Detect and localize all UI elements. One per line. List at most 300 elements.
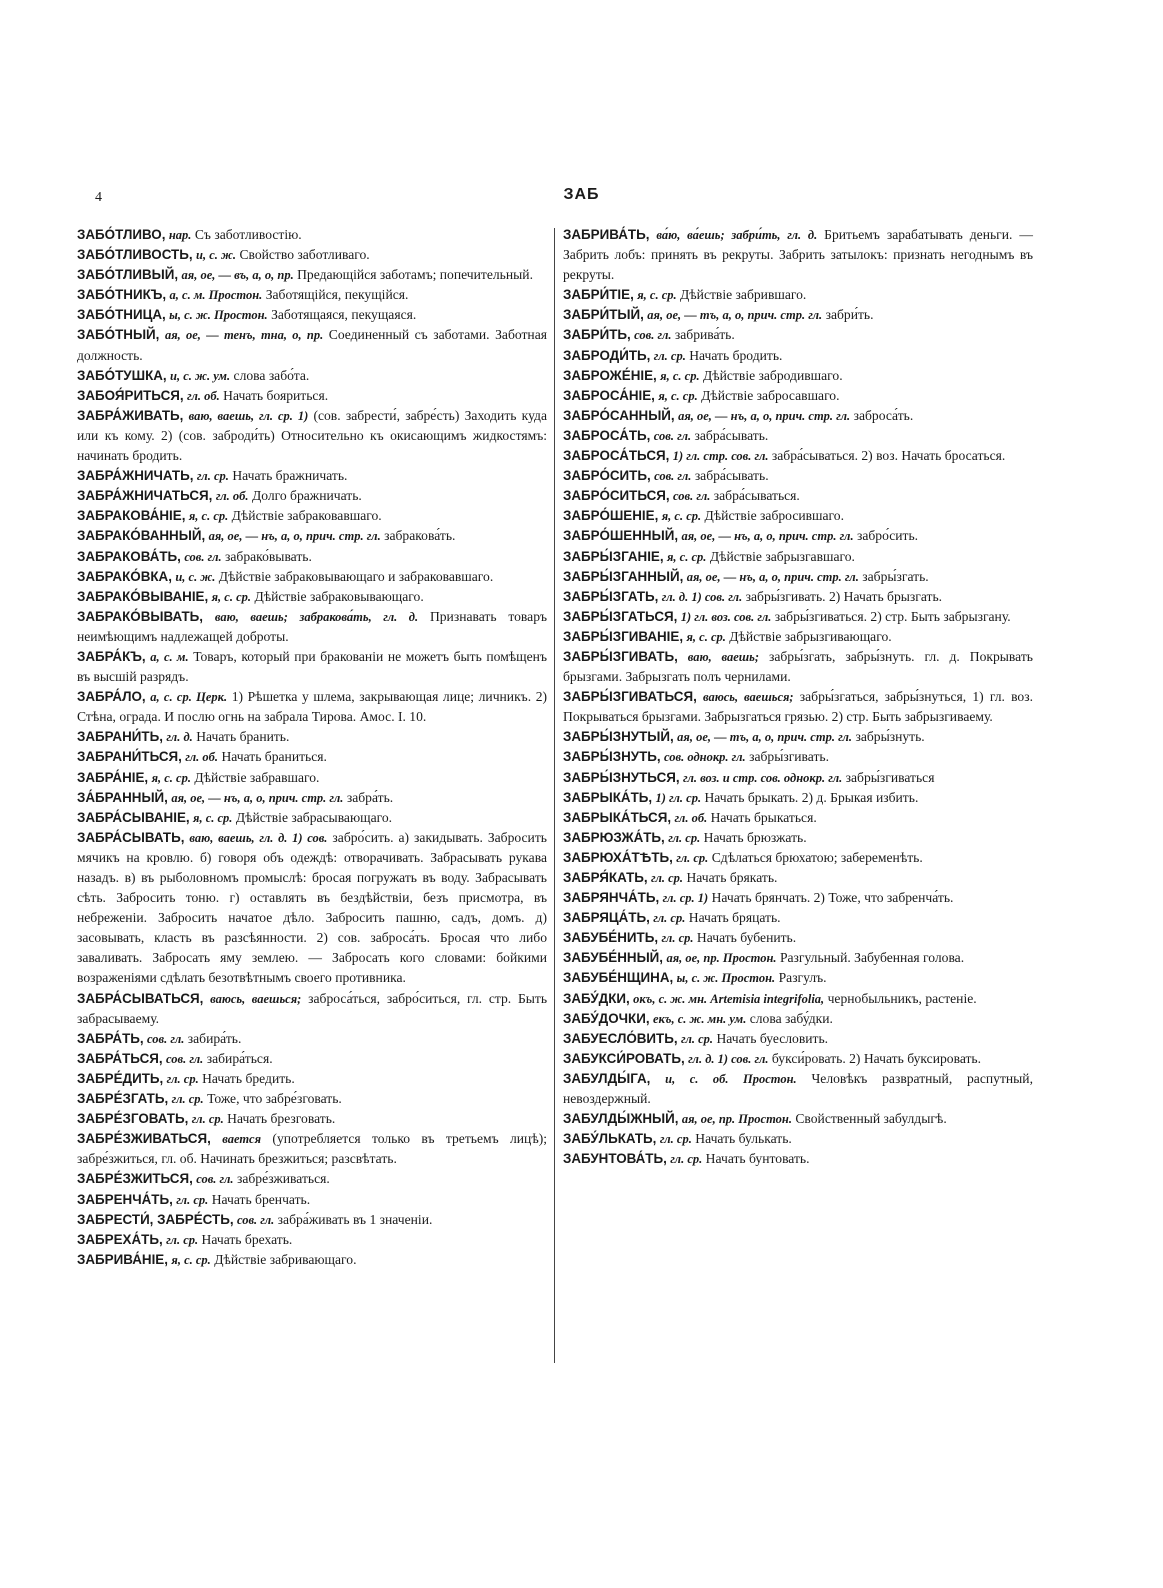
- entry-grammar: гл. об.: [674, 810, 708, 825]
- entry-definition: Начать брезговать.: [227, 1111, 336, 1127]
- entry-headword: ЗАБРЫКА́ТЬ,: [563, 789, 653, 805]
- entry-grammar: ая, ое, — тъ, а, о, прич. стр. гл.: [677, 730, 853, 745]
- entry-headword: ЗАБУБЕ́НЩИНА,: [563, 970, 674, 986]
- entry-headword: ЗАБРА́ТЬ,: [77, 1030, 144, 1046]
- entry-definition: Заботящаяся, пекущаяся.: [271, 307, 417, 323]
- entry-definition: Начать брыкаться.: [710, 809, 817, 825]
- entry-definition: забра́сываться. 2) воз. Начать бросаться.: [771, 448, 1006, 464]
- entry-headword: ЗАБО́ТНЫЙ,: [77, 327, 160, 343]
- dictionary-entry: [563, 928, 1033, 948]
- entry-definition: забро́сить. а) закидывать. Забросить мячикъ на кровлю. б) говоря объ одеждѣ: отворачивать. Забрасывать рукава назадъ. в) въ рыболовномъ промыслѣ: бросая погружать въ воду. Забрасывать сѣть. Забросить тоню. г) оставлять въ бездѣйствіи, безъ присмотра, въ небреженіи. Забросить начатое дѣло. Забросить пашню, садъ, домъ. д) засовывать, класть въ разсѣянности. 2) сов. заброса́ть. Бросая что либо заваливать. Забросать яму землею. — Забросать кого словами: бойкими возраженіями сдѣлать безотвѣтнымъ своего противника.: [77, 829, 547, 986]
- entry-headword: ЗАБРЯЦА́ТЬ,: [563, 910, 650, 926]
- entry-headword: ЗАБУ́ЛЬКАТЬ,: [563, 1131, 657, 1147]
- entry-headword: ЗАБУНТОВА́ТЬ,: [563, 1151, 667, 1167]
- dictionary-entry: [563, 1029, 1033, 1049]
- dictionary-entry: [77, 727, 547, 747]
- entry-headword: ЗАБРОСА́ТЬСЯ,: [563, 448, 670, 464]
- entry-headword: ЗАБО́ТНИКЪ,: [77, 287, 167, 303]
- dictionary-entry: [77, 466, 547, 486]
- entry-definition: Дѣйствіе забродившаго.: [703, 367, 843, 383]
- entry-grammar: ваю, ваешь;: [687, 649, 760, 664]
- dictionary-entry: [563, 1009, 1033, 1029]
- entry-definition: Свойственный забулдыгѣ.: [795, 1111, 947, 1127]
- dictionary-entry: [563, 647, 1033, 687]
- entry-headword: ЗАБРА́НІЕ,: [77, 769, 149, 785]
- entry-headword: ЗАБРАКО́ВЫВАТЬ,: [77, 608, 204, 624]
- dictionary-entry: [77, 526, 547, 546]
- entry-grammar: гл. ср.: [196, 469, 229, 484]
- entry-grammar: сов. гл.: [653, 428, 692, 443]
- entry-definition: Начать бубенить.: [696, 930, 797, 946]
- entry-headword: ЗАБУКСИ́РОВАТЬ,: [563, 1050, 685, 1066]
- entry-grammar: ваю, ваешь, гл. д. 1) сов.: [189, 830, 328, 845]
- entry-grammar: гл. ср.: [668, 830, 701, 845]
- entry-definition: Дѣйствіе забрызгавшаго.: [709, 548, 855, 564]
- dictionary-entry: [563, 888, 1033, 908]
- entry-grammar: ваюсь, ваешься;: [703, 690, 794, 705]
- entry-definition: забира́ть.: [187, 1030, 242, 1046]
- entry-definition: Начать бояриться.: [223, 387, 329, 403]
- dictionary-entry: [563, 727, 1033, 747]
- entry-grammar: гл. об.: [187, 388, 220, 403]
- entry-definition: забро́сить.: [856, 528, 919, 544]
- entry-grammar: гл. д. 1) сов. гл.: [688, 1051, 769, 1066]
- entry-headword: ЗАБРА́ЛО,: [77, 689, 146, 705]
- dictionary-entry: [563, 305, 1033, 325]
- entry-definition: Дѣйствіе забрасывающаго.: [235, 809, 393, 825]
- entry-headword: ЗАБРАНИ́ТЬСЯ,: [77, 749, 182, 765]
- entry-definition: забры́згиваться: [845, 769, 935, 785]
- dictionary-entry: [563, 968, 1033, 988]
- dictionary-entry: [77, 245, 547, 265]
- entry-grammar: а, с. м.: [150, 649, 189, 664]
- dictionary-entry: [563, 948, 1033, 968]
- entry-definition: Признавать товаръ неимѣющимъ надлежащей доброты.: [77, 608, 548, 644]
- dictionary-entry: [77, 1250, 547, 1270]
- entry-definition: Бритьемъ зарабатывать деньги. — Забрить лобъ: принять въ рекруты. Забрить затылокъ: признать негоднымъ въ рекруты.: [563, 227, 1033, 283]
- dictionary-entry: [563, 768, 1033, 788]
- dictionary-entry: [77, 506, 547, 526]
- dictionary-entry: [77, 305, 547, 325]
- dictionary-entry: [77, 325, 547, 365]
- entry-headword: ЗАБРОСА́ТЬ,: [563, 427, 651, 443]
- entry-grammar: сов. гл.: [654, 469, 692, 484]
- dictionary-entry: [563, 808, 1033, 828]
- dictionary-entry: [77, 687, 547, 727]
- dictionary-entry: [77, 1069, 547, 1089]
- entry-grammar: я, с. ср.: [193, 810, 233, 825]
- entry-definition: Начать буесловить.: [716, 1030, 829, 1046]
- dictionary-entry: [77, 1210, 547, 1230]
- dictionary-entry: [77, 1109, 547, 1129]
- entry-headword: ЗАБРА́СЫВАНІЕ,: [77, 809, 190, 825]
- entry-grammar: и, с. ж.: [175, 569, 216, 584]
- entry-grammar: сов. гл.: [634, 328, 672, 343]
- dictionary-entry: [563, 285, 1033, 305]
- dictionary-entry: [563, 506, 1033, 526]
- entry-headword: ЗАБРЫ́ЗГАННЫЙ,: [563, 568, 684, 584]
- entry-grammar: нар.: [168, 228, 192, 242]
- entry-headword: ЗАБРА́ЖИВАТЬ,: [77, 407, 184, 423]
- dictionary-entry: [563, 848, 1033, 868]
- entry-definition: Дѣйствіе забросавшаго.: [701, 387, 840, 403]
- entry-grammar: ая, ое, — тъ, а, о, прич. стр. гл.: [647, 308, 823, 323]
- entry-headword: ЗАБУЕСЛО́ВИТЬ,: [563, 1030, 678, 1046]
- dictionary-entry: [563, 325, 1033, 345]
- entry-definition: Дѣйствіе забросившаго.: [704, 508, 844, 524]
- entry-definition: букси́ровать. 2) Начать буксировать.: [771, 1050, 982, 1066]
- entry-headword: ЗАБРАНИ́ТЬ,: [77, 729, 163, 745]
- entry-grammar: вается: [222, 1132, 262, 1147]
- entry-grammar: а, с. ср. Церк.: [150, 690, 228, 705]
- entry-grammar: гл. об.: [185, 750, 219, 765]
- entry-grammar: ваю, ваешь; забракова́ть, гл. д.: [214, 609, 419, 624]
- entry-definition: чернобыльникъ, растеніе.: [827, 990, 977, 1006]
- entry-grammar: ая, ое, — нъ, а, о, прич. стр. гл.: [678, 408, 851, 423]
- entry-definition: Дѣйствіе забравшаго.: [194, 769, 320, 785]
- entry-definition: Дѣйствіе забраковывающаго и забраковавшаго.: [218, 568, 494, 584]
- entry-grammar: ваю, ваешь, гл. ср. 1): [188, 408, 309, 423]
- dictionary-entry: [563, 1049, 1033, 1069]
- entry-grammar: ая, ое, — нъ, а, о, прич. стр. гл.: [686, 569, 859, 584]
- entry-grammar: я, с. ср.: [686, 629, 726, 644]
- entry-definition: Разгулъ.: [778, 970, 827, 986]
- entry-definition: забры́згаться, забры́знуться, 1) гл. воз. Покрываться брызгами. Забрызгаться грязью. 2) стр. Быть забрызгиваему.: [563, 689, 1033, 725]
- entry-grammar: я, с. ср.: [661, 509, 702, 524]
- entry-definition: забира́ться.: [206, 1050, 273, 1066]
- entry-grammar: гл. ср.: [651, 871, 684, 885]
- entry-grammar: и, с. ж. ум.: [170, 368, 231, 383]
- dictionary-entry: [563, 788, 1033, 808]
- entry-headword: ЗАБРИ́ТЫЙ,: [563, 307, 644, 323]
- entry-headword: ЗАБРЮХА́ТѢТЬ,: [563, 849, 673, 865]
- entry-grammar: гл. воз. и стр. сов. однокр. гл.: [683, 770, 843, 785]
- column-divider: [554, 228, 555, 1363]
- dictionary-entry: [563, 747, 1033, 767]
- entry-grammar: сов. гл.: [147, 1031, 185, 1046]
- entry-headword: ЗАБРИ́ТЬ,: [563, 327, 631, 343]
- entry-headword: ЗАБОЯ́РИТЬСЯ,: [77, 387, 184, 403]
- entry-definition: Соединенный съ заботами. Заботная должность.: [77, 327, 547, 363]
- entry-definition: Начать брянчать. 2) Тоже, что забренча́ть.: [711, 890, 954, 906]
- entry-definition: забрако́вывать.: [225, 548, 312, 564]
- entry-headword: ЗАБРО́ШЕНІЕ,: [563, 508, 659, 524]
- entry-headword: ЗАБРОСА́НІЕ,: [563, 387, 655, 403]
- entry-headword: ЗАБО́ТУШКА,: [77, 367, 167, 383]
- entry-headword: ЗАБРА́СЫВАТЬ,: [77, 829, 185, 845]
- entry-grammar: ва́ю, ва́ешь; забри́ть, гл. д.: [656, 228, 818, 242]
- entry-grammar: а, с. м. Простон.: [169, 288, 263, 303]
- dictionary-entry: [77, 587, 547, 607]
- entry-grammar: гл. ср.: [661, 931, 694, 946]
- entry-definition: слова забо́та.: [233, 367, 310, 383]
- entry-definition: забракова́ть.: [384, 528, 456, 544]
- dictionary-entry: [563, 386, 1033, 406]
- entry-headword: ЗАБРАКО́ВКА,: [77, 568, 172, 584]
- entry-definition: Заботящійся, пекущійся.: [265, 287, 409, 303]
- entry-grammar: я, с. ср.: [658, 388, 698, 403]
- dictionary-entry: [563, 346, 1033, 366]
- dictionary-entry: [563, 466, 1033, 486]
- entry-grammar: гл. об.: [215, 489, 249, 504]
- entry-definition: забра́сывать.: [694, 468, 769, 484]
- entry-grammar: ая, ое, — нъ, а, о, прич. стр. гл.: [208, 529, 381, 544]
- entry-definition: Начать булькать.: [695, 1131, 792, 1147]
- dictionary-entry: [77, 828, 547, 989]
- entry-headword: ЗАБРЯНЧА́ТЬ,: [563, 890, 660, 906]
- dictionary-entry: [563, 426, 1033, 446]
- entry-headword: ЗАБРА́ТЬСЯ,: [77, 1050, 163, 1066]
- dictionary-entry: [563, 687, 1033, 727]
- dictionary-entry: [77, 1169, 547, 1189]
- entry-headword: ЗАБРЫКА́ТЬСЯ,: [563, 809, 672, 825]
- entry-headword: ЗАБРАКОВА́ТЬ,: [77, 548, 181, 564]
- entry-grammar: гл. ср.: [681, 1031, 714, 1046]
- entry-headword: ЗАБО́ТНИЦА,: [77, 307, 166, 323]
- entry-definition: забра́сываться.: [713, 488, 800, 504]
- entry-definition: Товаръ, который при бракованіи не можетъ быть помѣщенъ въ высшій разрядъ.: [77, 648, 547, 685]
- dictionary-entry: [77, 225, 547, 245]
- entry-grammar: ая, ое, — нъ, а, о, прич. стр. гл.: [681, 529, 854, 544]
- entry-headword: ЗАБРИ́ТІЕ,: [563, 287, 634, 303]
- dictionary-entry: [77, 808, 547, 828]
- right-column: [563, 225, 1033, 1169]
- entry-definition: забры́згивать.: [749, 749, 830, 765]
- entry-headword: ЗАБРАКО́ВАННЫЙ,: [77, 528, 206, 544]
- entry-grammar: сов. гл.: [236, 1212, 275, 1227]
- entry-headword: ЗАБУБЕ́ННЫЙ,: [563, 950, 664, 966]
- entry-grammar: ая, ое, пр. Простон.: [666, 951, 777, 966]
- entry-grammar: гл. д. 1) сов. гл.: [661, 589, 743, 604]
- entry-definition: Начать бродить.: [689, 347, 783, 363]
- entry-headword: ЗАБРОДИ́ТЬ,: [563, 347, 651, 363]
- entry-definition: забры́згать, забры́знуть. гл. д. Покрывать брызгами. Забрызгать полъ чернилами.: [563, 648, 1033, 685]
- entry-definition: Начать бунтовать.: [705, 1151, 810, 1167]
- entry-definition: Начать бражничать.: [232, 468, 348, 484]
- dictionary-entry: [77, 768, 547, 788]
- entry-definition: Предающійся заботамъ; попечительный.: [297, 267, 533, 283]
- entry-grammar: гл. ср. 1): [662, 891, 709, 906]
- entry-headword: ЗАБРЫ́ЗГАНІЕ,: [563, 548, 664, 564]
- left-column: [77, 225, 547, 1270]
- entry-headword: ЗАБУЛДЫ́ЖНЫЙ,: [563, 1111, 679, 1127]
- entry-grammar: сов. однокр. гл.: [664, 750, 746, 765]
- dictionary-entry: [563, 828, 1033, 848]
- dictionary-entry: [77, 1129, 547, 1169]
- entry-headword: ЗАБО́ТЛИВО,: [77, 227, 166, 242]
- entry-definition: (сов. забрести́, забре́сть) Заходить куда или къ кому. 2) (сов. заброди́ть) Относительно къ окисающимъ жидкостямъ: начинать бродить.: [77, 407, 547, 464]
- dictionary-entry: [563, 607, 1033, 627]
- entry-headword: ЗАБРЫ́ЗГАТЬ,: [563, 588, 659, 604]
- entry-definition: Начать браниться.: [221, 749, 327, 765]
- entry-definition: Съ заботливостію.: [194, 227, 302, 242]
- entry-definition: Сдѣлаться брюхатою; забеременѣть.: [711, 849, 923, 865]
- entry-definition: Начать брыкать. 2) д. Брыкая избить.: [704, 789, 919, 805]
- entry-headword: ЗАБРЕХА́ТЬ,: [77, 1231, 163, 1247]
- entry-definition: Дѣйствіе забраковавшаго.: [231, 508, 382, 524]
- dictionary-entry: [563, 406, 1033, 426]
- dictionary-entry: [563, 567, 1033, 587]
- dictionary-entry: [77, 386, 547, 406]
- entry-headword: ЗАБРЫ́ЗГИВАТЬСЯ,: [563, 689, 697, 705]
- entry-headword: ЗАБРЫ́ЗНУТЫЙ,: [563, 729, 674, 745]
- entry-headword: ЗАБУЛДЫ́ГА,: [563, 1070, 651, 1086]
- entry-definition: Человѣкъ развратный, распутный, невоздержный.: [563, 1070, 1033, 1107]
- entry-headword: ЗАБО́ТЛИВОСТЬ,: [77, 247, 193, 263]
- entry-definition: забры́знуть.: [855, 729, 925, 745]
- entry-definition: Начать бренчать.: [211, 1191, 311, 1207]
- entry-grammar: гл. ср.: [653, 911, 686, 926]
- dictionary-entry: [77, 788, 547, 808]
- entry-grammar: 1) гл. ср.: [655, 790, 702, 805]
- entry-grammar: 1) гл. стр. сов. гл.: [672, 449, 769, 464]
- entry-definition: Дѣйствіе забраковывающаго.: [254, 588, 424, 604]
- entry-definition: забри́ть.: [825, 307, 874, 323]
- entry-definition: 1) Рѣшетка у шлема, закрывающая лице; личникъ. 2) Стѣна, ограда. И послю огнь на забрала Тирова. Амос. I. 10.: [77, 689, 548, 725]
- entry-headword: ЗАБРО́СИТЬСЯ,: [563, 488, 670, 504]
- entry-headword: ЗАБРО́САННЫЙ,: [563, 407, 675, 423]
- dictionary-entry: [563, 627, 1033, 647]
- entry-definition: (употребляется только въ третьемъ лицѣ); забре́зжиться, гл. об. Начинать брезжиться; разсвѣтать.: [77, 1131, 548, 1167]
- entry-grammar: гл. д.: [166, 730, 193, 745]
- entry-definition: Начать бредить.: [202, 1070, 295, 1086]
- entry-headword: ЗАБРЕ́ДИТЬ,: [77, 1070, 164, 1086]
- dictionary-entry: [563, 868, 1033, 888]
- dictionary-entry: [563, 486, 1033, 506]
- dictionary-entry: [563, 1109, 1033, 1129]
- running-head: ЗАБ: [563, 186, 600, 203]
- entry-headword: ЗА́БРАННЫЙ,: [77, 789, 168, 805]
- entry-definition: забры́згать.: [862, 568, 929, 584]
- entry-headword: ЗАБРЫ́ЗГАТЬСЯ,: [563, 608, 678, 624]
- entry-grammar: я, с. ср.: [188, 509, 229, 524]
- entry-headword: ЗАБРЫ́ЗНУТЬСЯ,: [563, 769, 680, 785]
- entry-grammar: гл. ср.: [670, 1152, 703, 1167]
- entry-definition: Дѣйствіе забрызгивающаго.: [729, 628, 892, 644]
- entry-grammar: я, с. ср.: [660, 368, 700, 383]
- dictionary-entry: [77, 567, 547, 587]
- dictionary-entry: [77, 406, 547, 466]
- entry-grammar: ая, ое, — нъ, а, о, прич. стр. гл.: [171, 790, 344, 805]
- entry-grammar: сов. гл.: [196, 1172, 234, 1187]
- entry-definition: Свойство заботливаго.: [239, 247, 370, 263]
- dictionary-entry: [77, 647, 547, 687]
- dictionary-entry: [77, 1230, 547, 1250]
- entry-headword: ЗАБРОЖЕ́НІЕ,: [563, 367, 657, 383]
- entry-grammar: ая, ое, — тенъ, тна, о, пр.: [164, 328, 324, 343]
- entry-definition: забра́живать въ 1 значеніи.: [277, 1211, 433, 1227]
- dictionary-entry: [563, 526, 1033, 546]
- entry-grammar: гл. ср.: [659, 1132, 692, 1147]
- dictionary-entry: [563, 547, 1033, 567]
- entry-headword: ЗАБРЫ́ЗГИВАНІЕ,: [563, 628, 684, 644]
- dictionary-entry: [563, 587, 1033, 607]
- entry-grammar: гл. ср.: [166, 1232, 199, 1247]
- entry-grammar: ы, с. ж. Простон.: [169, 308, 268, 323]
- entry-definition: Дѣйствіе забривающаго.: [214, 1251, 357, 1267]
- entry-grammar: я, с. ср.: [151, 770, 191, 785]
- entry-grammar: гл. ср.: [176, 1192, 209, 1207]
- entry-grammar: я, с. ср.: [666, 549, 707, 564]
- dictionary-entry: [77, 1190, 547, 1210]
- entry-headword: ЗАБРЕ́ЗГАТЬ,: [77, 1091, 169, 1107]
- entry-headword: ЗАБРО́ШЕННЫЙ,: [563, 528, 679, 544]
- entry-headword: ЗАБРЕ́ЗЖИТЬСЯ,: [77, 1171, 193, 1187]
- dictionary-entry: [563, 446, 1033, 466]
- dictionary-entry: [77, 265, 547, 285]
- entry-headword: ЗАБРИВА́НІЕ,: [77, 1251, 168, 1267]
- entry-headword: ЗАБРЕСТИ́, ЗАБРЕ́СТЬ,: [77, 1211, 234, 1227]
- entry-headword: ЗАБУ́ДКИ,: [563, 990, 630, 1006]
- entry-headword: ЗАБРЯ́КАТЬ,: [563, 870, 648, 885]
- dictionary-entry: [77, 989, 547, 1029]
- entry-definition: забры́згиваться. 2) стр. Быть забрызгану.: [774, 608, 1011, 624]
- dictionary-entry: [77, 366, 547, 386]
- dictionary-entry: [563, 908, 1033, 928]
- entry-grammar: гл. ср.: [171, 1092, 204, 1107]
- entry-headword: ЗАБРАКО́ВЫВАНІЕ,: [77, 588, 209, 604]
- entry-grammar: гл. ср.: [166, 1071, 199, 1086]
- entry-grammar: ы, с. ж. Простон.: [676, 971, 776, 986]
- dictionary-entry: [77, 486, 547, 506]
- entry-definition: забры́згивать. 2) Начать брызгать.: [745, 588, 943, 604]
- entry-headword: ЗАБО́ТЛИВЫЙ,: [77, 267, 179, 283]
- entry-grammar: ая, ое, пр. Простон.: [681, 1112, 792, 1127]
- entry-grammar: ая, ое, — въ, а, о, пр.: [181, 268, 294, 283]
- entry-headword: ЗАБРА́КЪ,: [77, 648, 146, 664]
- entry-headword: ЗАБУ́ДОЧКИ,: [563, 1010, 650, 1026]
- entry-grammar: ваюсь, ваешься;: [210, 991, 302, 1006]
- dictionary-entry: [77, 547, 547, 567]
- entry-definition: забра́сывать.: [694, 427, 769, 443]
- entry-definition: Начать брякать.: [686, 870, 778, 885]
- entry-grammar: 1) гл. воз. сов. гл.: [680, 609, 772, 624]
- entry-headword: ЗАБРЫ́ЗГИВАТЬ,: [563, 648, 678, 664]
- entry-grammar: екъ, с. ж. мн. ум.: [652, 1011, 747, 1026]
- entry-grammar: я, с. ср.: [637, 288, 677, 303]
- entry-definition: Начать брехать.: [201, 1231, 293, 1247]
- dictionary-entry: [563, 1069, 1033, 1109]
- entry-definition: заброса́ться, забро́ситься, гл. стр. Быть забрасываему.: [77, 990, 548, 1026]
- entry-headword: ЗАБРЫ́ЗНУТЬ,: [563, 749, 661, 765]
- entry-definition: Тоже, что забре́зговать.: [207, 1091, 342, 1107]
- entry-headword: ЗАБРА́ЖНИЧАТЬ,: [77, 468, 194, 484]
- entry-definition: Начать бранить.: [196, 729, 290, 745]
- entry-grammar: я, с. ср.: [171, 1252, 211, 1267]
- entry-definition: забре́зживаться.: [236, 1171, 330, 1187]
- entry-headword: ЗАБРЕНЧА́ТЬ,: [77, 1191, 173, 1207]
- page-number: 4: [95, 190, 102, 205]
- entry-definition: заброса́ть.: [853, 407, 914, 423]
- entry-headword: ЗАБРО́СИТЬ,: [563, 468, 651, 484]
- entry-grammar: и, с. ж.: [196, 248, 237, 263]
- entry-grammar: сов. гл.: [166, 1051, 204, 1066]
- entry-grammar: и, с. об. Простон.: [665, 1071, 797, 1086]
- dictionary-entry: [77, 607, 547, 647]
- entry-grammar: я, с. ср.: [211, 589, 252, 604]
- dictionary-entry: [563, 366, 1033, 386]
- entry-grammar: сов. гл.: [673, 489, 711, 504]
- entry-grammar: гл. ср.: [653, 348, 686, 363]
- dictionary-entry: [563, 225, 1033, 285]
- dictionary-entry: [77, 1089, 547, 1109]
- entry-grammar: гл. ср.: [676, 850, 709, 865]
- entry-definition: Дѣйствіе забрившаго.: [680, 287, 807, 303]
- entry-definition: слова забу́дки.: [749, 1010, 833, 1026]
- entry-definition: Разгульный. Забубенная голова.: [779, 950, 965, 966]
- entry-definition: забра́ть.: [346, 789, 394, 805]
- entry-definition: забрива́ть.: [674, 327, 735, 343]
